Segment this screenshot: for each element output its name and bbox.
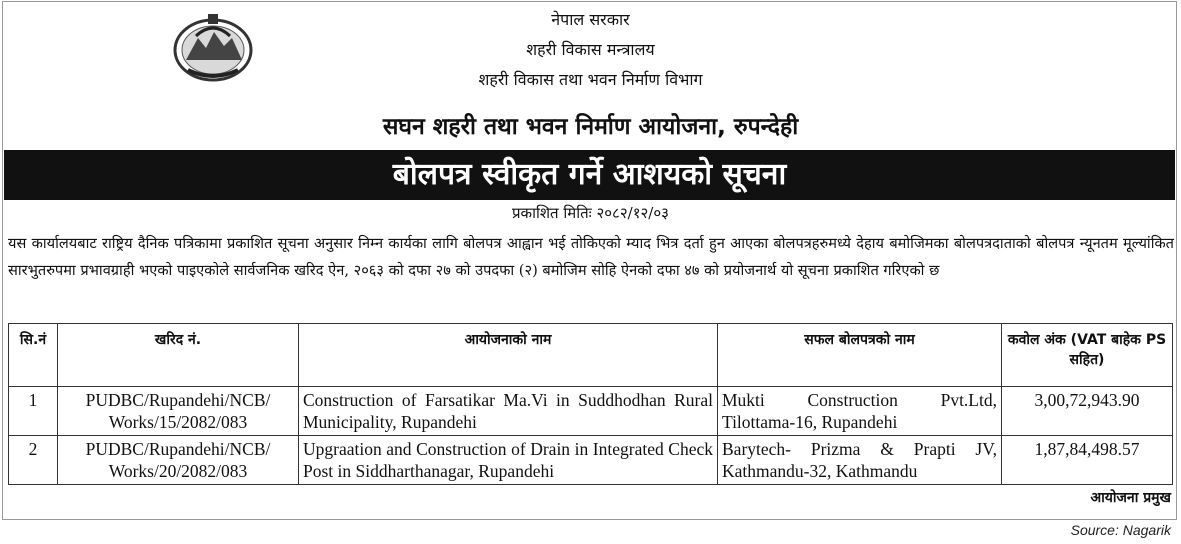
header-procurement-no: खरिद नं. [58, 324, 299, 387]
cell-amount: 1,87,84,498.57 [1002, 436, 1173, 485]
cell-procurement-no: PUDBC/Rupandehi/NCB/ Works/15/2082/083 [58, 387, 299, 436]
project-office-title: सघन शहरी तथा भवन निर्माण आयोजना, रुपन्देही [382, 114, 799, 140]
header-amount: कवोल अंक (VAT बाहेक PS सहित) [1002, 324, 1173, 387]
cell-sn: 2 [9, 436, 58, 485]
cell-bidder-name: Barytech- Prizma & Prapti JV, Kathmandu-32, Kathmandu [718, 436, 1002, 485]
cell-procurement-no: PUDBC/Rupandehi/NCB/ Works/20/2082/083 [58, 436, 299, 485]
cell-bidder-name: Mukti Construction Pvt.Ltd, Tilottama-16, Rupandehi [718, 387, 1002, 436]
table-row [9, 387, 1173, 436]
cell-project-name: Upgraation and Construction of Drain in Integrated Check Post in Siddharthanagar, Rupandehi [299, 436, 718, 485]
header-sn: सि.नं [9, 324, 58, 387]
header-bidder-name: सफल बोलपत्रको नाम [718, 324, 1002, 387]
cell-amount: 3,00,72,943.90 [1002, 387, 1173, 436]
source-credit: Source: Nagarik [1070, 522, 1171, 538]
cell-sn: 1 [9, 387, 58, 436]
table-header-row [9, 324, 1173, 387]
department-name: शहरी विकास तथा भवन निर्माण विभाग [478, 70, 703, 89]
header-project-name: आयोजनाको नाम [299, 324, 718, 387]
notice-title: बोलपत्र स्वीकृत गर्ने आशयको सूचना [4, 150, 1175, 200]
bid-table [8, 323, 1173, 485]
cell-project-name: Construction of Farsatikar Ma.Vi in Suddhodhan Rural Municipality, Rupandehi [299, 387, 718, 436]
ministry-name: शहरी विकास मन्त्रालय [526, 40, 655, 59]
table-row [9, 436, 1173, 485]
published-date: प्रकाशित मितिः २०८२/१२/०३ [512, 204, 669, 222]
notice-body: यस कार्यालयबाट राष्ट्रिय दैनिक पत्रिकामा प्रकाशित सूचना अनुसार निम्न कार्यका लागि बोलपत्र आह्वान भई तोकिएको म्याद भित्र दर्ता हुन आएका बोलपत्रहरुमध्ये देहाय बमोजिमका बोलपत्रदाताको बोलपत्र न्यूनतम मूल्यांकित सारभुतरुपमा प्रभावग्राही भएको पाइएकोले सार्वजनिक खरिद ऐन, २०६३ को दफा २७ को उपदफा (२) बमोजिम सोहि ऐनको दफा ४७ को प्रयोजनार्थ यो सूचना प्रकाशित गरिएको छ [8, 235, 1174, 279]
government-name: नेपाल सरकार [551, 10, 630, 29]
signoff: आयोजना प्रमुख [1090, 490, 1171, 506]
